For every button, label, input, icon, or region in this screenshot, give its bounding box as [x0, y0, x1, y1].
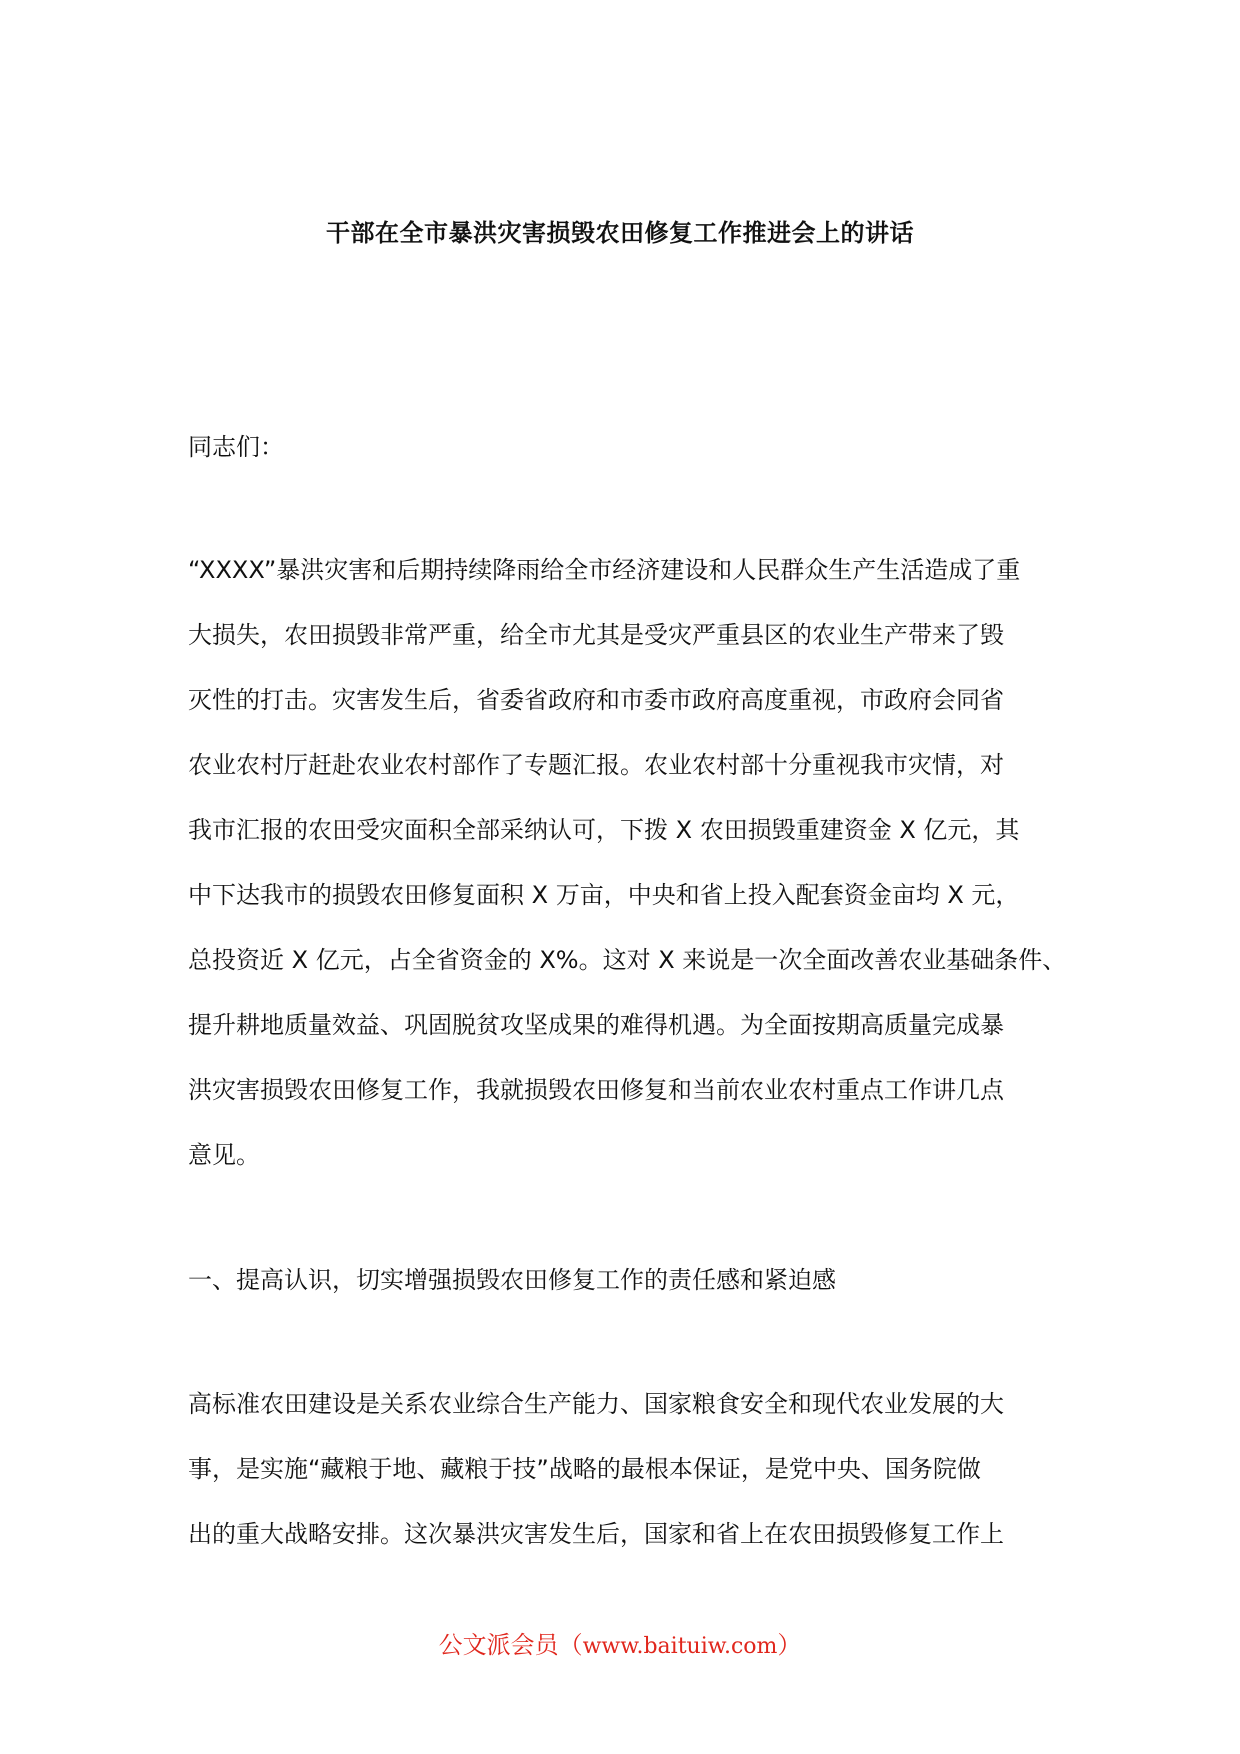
- document-title: 干部在全市暴洪灾害损毁农田修复工作推进会上的讲话: [326, 219, 914, 247]
- salutation: 同志们：: [188, 433, 284, 461]
- body-paragraph-2: 高标准农田建设是关系农业综合生产能力、国家粮食安全和现代农业发展的大 事，是实施“藏粮于地、藏粮于技”战略的最根本保证，是党中央、国务院做 出的重大战略安排。这次暴洪灾害发生后，国家和省上在农田损毁修复工作上: [188, 1390, 1004, 1548]
- footer-label: 公文派会员（: [438, 1631, 583, 1659]
- footer-close: ）: [777, 1631, 802, 1659]
- section-heading-1: 一、提高认识，切实增强损毁农田修复工作的责任感和紧迫感: [188, 1266, 836, 1294]
- body-paragraph-1: “XXXX”暴洪灾害和后期持续降雨给全市经济建设和人民群众生产生活造成了重 大损失，农田损毁非常严重，给全市尤其是受灾严重县区的农业生产带来了毁 灭性的打击。灾害发生后，省委省政府和市委市政府高度重视，市政府会同省 农业农村厅赶赴农业农村部作了专题汇报。农业农村部十分重视我市灾情，对 我市汇报的农田受灾面积全部采纳认可，下拨 X 农田损毁重建资金 X 亿元，其 中下达我市的损毁农田修复面积 X 万亩，中央和省上投入配套资金亩均 X 元， 总投资近 X 亿元，占全省资金的 X%。这对 X 来说是一次全面改善农业基础条件、 提升耕地质量效益、巩固脱贫攻坚成果的难得机遇。为全面按期高质量完成暴 洪灾害损毁农田修复工作，我就损毁农田修复和当前农业农村重点工作讲几点 意见。: [188, 556, 1067, 1169]
- footer-url: www.baituiw.com: [582, 1634, 778, 1659]
- footer-watermark: [0, 1625, 1240, 1660]
